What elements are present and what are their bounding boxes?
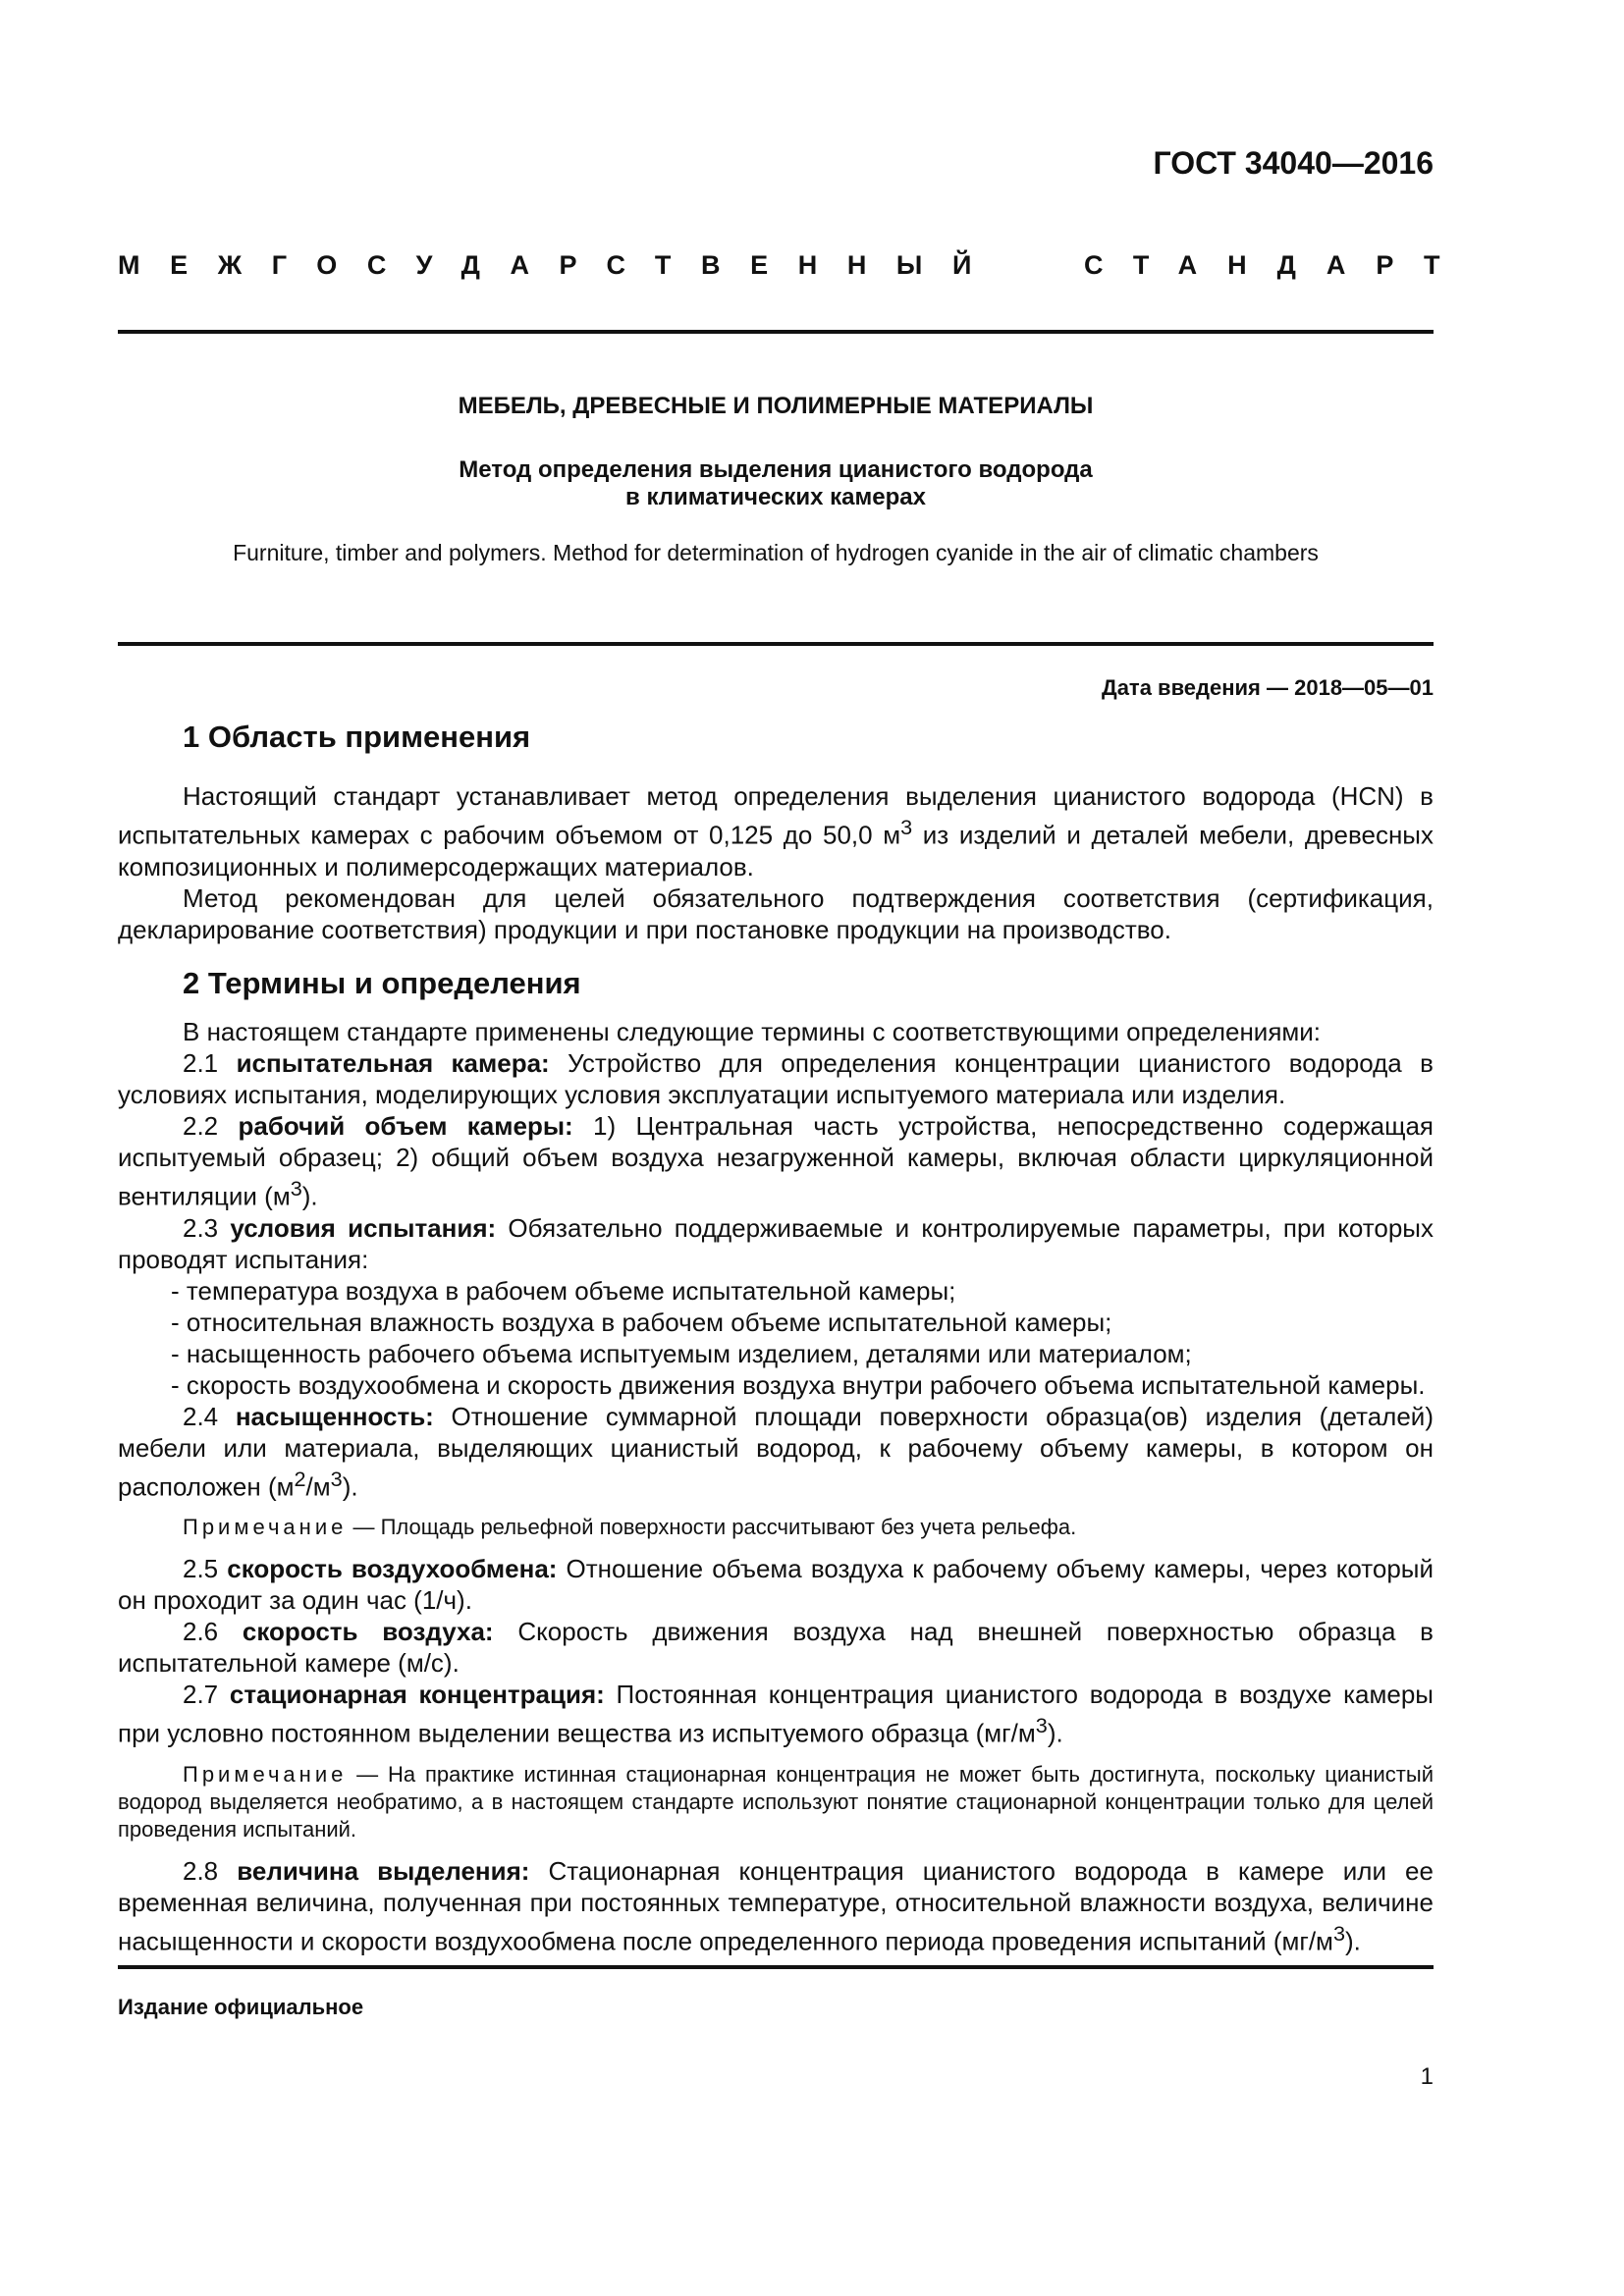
section-1-paragraph-1: Настоящий стандарт устанавливает метод определения выделения цианистого водорода (HCN) в испытательных камерах с рабочим объемом от 0,125 до 50,0 $м^3$ из изделий и деталей мебели, древесных композиционных и полимерсодержащих материалов.: [118, 781, 1434, 881]
subtitle-line-1: Метод определения выделения цианистого водорода: [459, 456, 1093, 483]
term-2-2: 2.2 рабочий объем камеры: 1) Центральная часть устройства, непосредственно содержащая испытуемый образец; 2) общий объем воздуха незагруженной камеры, включая области циркуляционной вентиляции $(м^3)$.: [118, 1111, 1434, 1211]
standard-number: ГОСТ 34040—2016: [1153, 145, 1434, 181]
official-edition-label: Издание официальное: [118, 1995, 364, 2019]
header-rule: [118, 330, 1434, 334]
section-1-heading: 1 Область применения: [183, 720, 531, 754]
term-2-1: 2.1 испытательная камера: Устройство для определения концентрации цианистого водорода в условиях испытания, моделирующих условия эксплуатации испытуемого материала или изделия.: [118, 1048, 1434, 1109]
section-1-body: [118, 780, 1434, 945]
section-2-body: [118, 1016, 1434, 1957]
subtitle-line-2: в климатических камерах: [625, 484, 926, 510]
term-2-5: 2.5 скорость воздухообмена: Отношение объема воздуха к рабочему объему камеры, через который он проходит за один час (1/ч).: [118, 1554, 1434, 1616]
section-1-paragraph-2: Метод рекомендован для целей обязательного подтверждения соответствия (сертификация, декларирование соответствия) продукции и при постановке продукции на производство.: [118, 882, 1434, 944]
title-rule: [118, 642, 1434, 646]
document-subtitle: [118, 456, 1434, 511]
term-2-6: 2.6 скорость воздуха: Скорость движения воздуха над внешней поверхностью образца в испытательной камере (м/с).: [118, 1617, 1434, 1679]
note-2: Примечание — На практике истинная стационарная концентрация не может быть достигнута, поскольку цианистый водород выделяется необратимо, а в настоящем стандарте используют понятие стационарной концентрации только для целей проведения испытаний.: [118, 1761, 1434, 1842]
term-2-7: 2.7 стационарная концентрация: Постоянная концентрация цианистого водорода в воздухе камеры при условно постоянном выделении вещества из испытуемого образца $(мг/м^3)$.: [118, 1680, 1434, 1748]
standard-kind-word-1: МЕЖГОСУДАРСТВЕННЫЙ: [118, 250, 1001, 280]
term-2-4: 2.4 насыщенность: Отношение суммарной площади поверхности образца(ов) изделия (деталей) мебели или материала, выделяющих цианистый водород, к рабочему объему камеры, в котором он расположен $(м^2/м^3)$.: [118, 1401, 1434, 1502]
list-item: - насыщенность рабочего объема испытуемым изделием, деталями или материалом;: [171, 1338, 1192, 1368]
note-label: Примечание: [183, 1515, 348, 1540]
date-introduced: Дата введения — 2018—05—01: [1102, 675, 1434, 700]
term-2-3: 2.3 условия испытания: Обязательно поддерживаемые и контролируемые параметры, при которых проводят испытания:: [118, 1212, 1434, 1274]
standard-kind-word-2: СТАНДАРТ: [1084, 250, 1471, 280]
section-2-heading: 2 Термины и определения: [183, 966, 581, 1000]
document-title: МЕБЕЛЬ, ДРЕВЕСНЫЕ И ПОЛИМЕРНЫЕ МАТЕРИАЛЫ: [458, 393, 1094, 419]
english-title: Furniture, timber and polymers. Method for determination of hydrogen cyanide in the air of climatic chambers: [233, 540, 1319, 565]
note-label: Примечание: [183, 1761, 348, 1787]
list-item: - скорость воздухообмена и скорость движения воздуха внутри рабочего объема испытательной камеры.: [171, 1369, 1426, 1400]
note-1: Примечание — Площадь рельефной поверхности рассчитывают без учета рельефа.: [183, 1515, 1077, 1540]
list-item: - относительная влажность воздуха в рабочем объеме испытательной камеры;: [171, 1307, 1112, 1337]
section-2-intro: В настоящем стандарте применены следующие термины с соответствующими определениями:: [183, 1017, 1322, 1046]
page-number: 1: [1420, 2063, 1434, 2090]
term-2-8: 2.8 величина выделения: Стационарная концентрация цианистого водорода в камере или ее временная величина, полученная при постоянных температуре, относительной влажности воздуха, величине насыщенности и скорости воздухообмена после определенного периода проведения испытаний $(мг/м^3)$.: [118, 1855, 1434, 1956]
list-item: - температура воздуха в рабочем объеме испытательной камеры;: [171, 1275, 956, 1306]
footer-rule: [118, 1965, 1434, 1969]
